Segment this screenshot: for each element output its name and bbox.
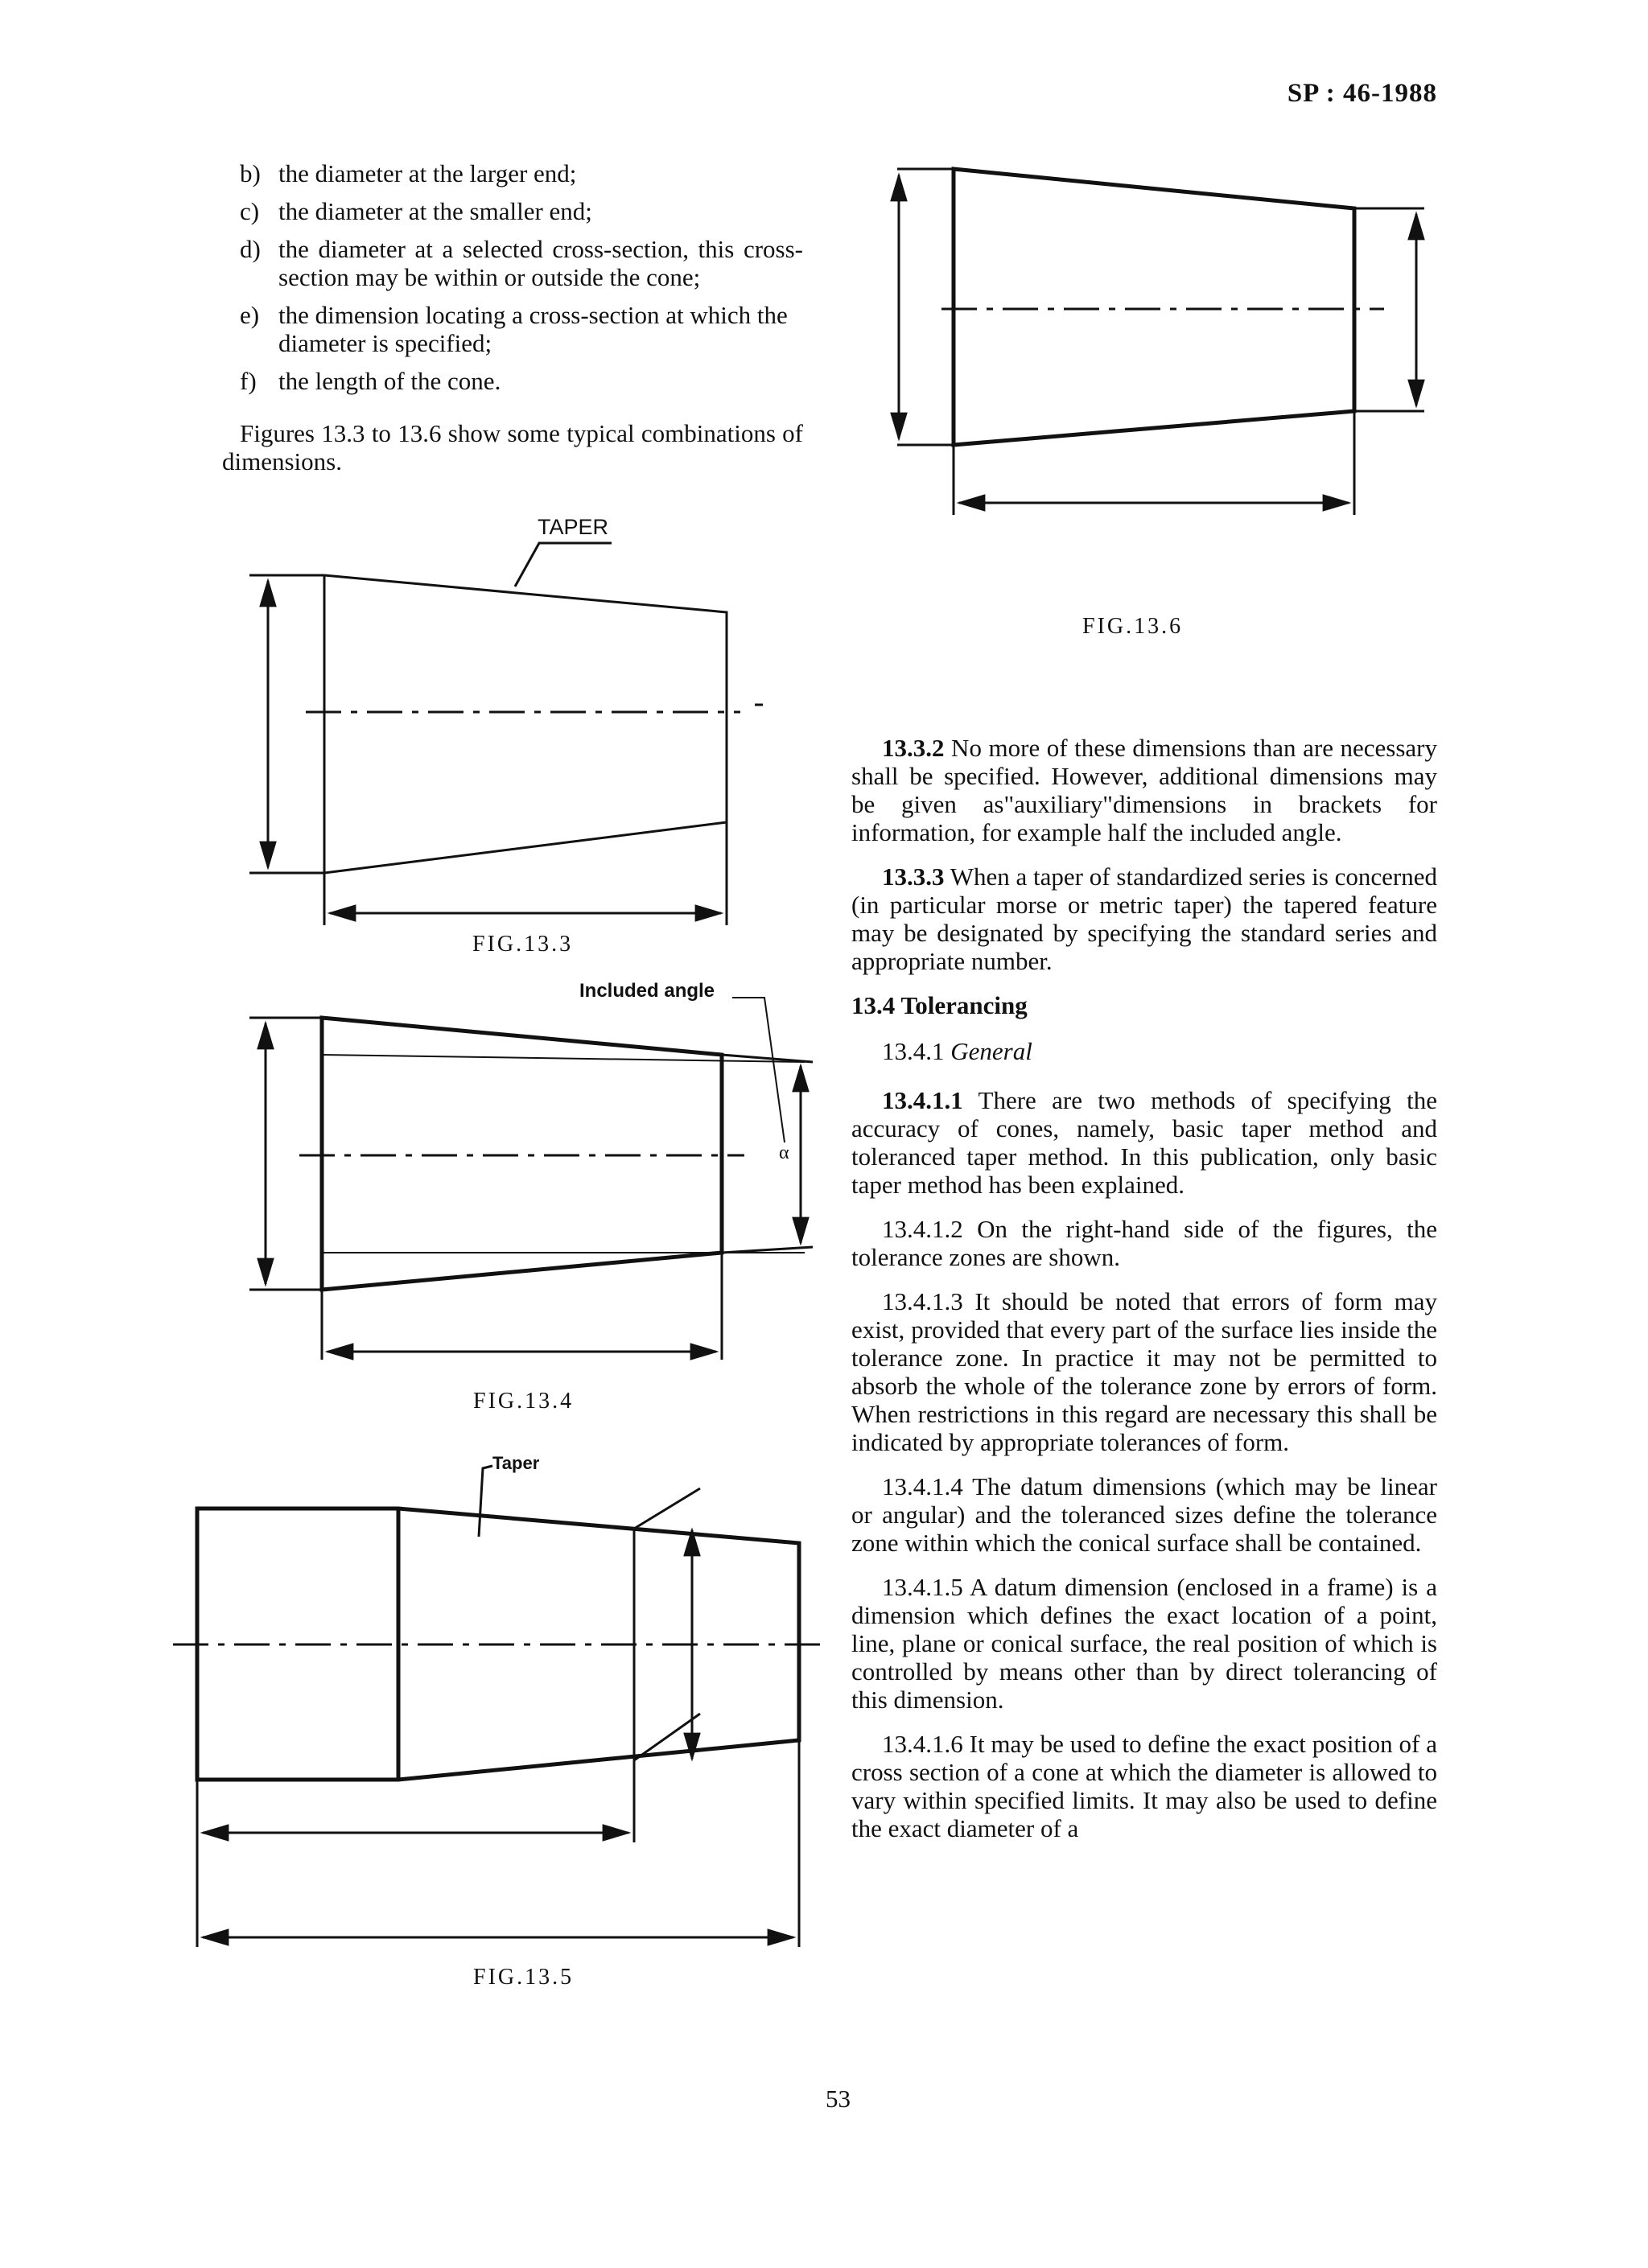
intro-paragraph: Figures 13.3 to 13.6 show some typical combinations of dimensions. xyxy=(222,419,803,475)
figure-13-6 xyxy=(897,169,1424,515)
list-text: the diameter at the smaller end; xyxy=(278,197,592,225)
taper-label: Taper xyxy=(492,1453,540,1473)
figure-caption: FIG.13.5 xyxy=(473,1965,575,1990)
clause-number: 13.3.3 xyxy=(882,862,945,891)
list-text: the dimension locating a cross-section at which the diameter is specified; xyxy=(278,301,788,357)
page-number: 53 xyxy=(826,2085,851,2113)
paragraph-13-4-1-2: 13.4.1.2 On the right-hand side of the figures, the tolerance zones are shown. xyxy=(851,1215,1437,1271)
subsection-title: General xyxy=(950,1037,1032,1065)
list-label: b) xyxy=(240,159,261,187)
paragraph-13-4-1-3: 13.4.1.3 It should be noted that errors of form may exist, provided that every part of the surface lies inside the tolerance zone. In practice it may not be permitted to absorb the whole of the tolerance zone by errors of form. When restrictions in this regard are necessary this shall be indicated by appropriate tolerances of form. xyxy=(851,1287,1437,1456)
figure-caption: FIG.13.4 xyxy=(473,1389,575,1414)
clause-number: 13.4.1 xyxy=(882,1037,945,1065)
document-code: SP : 46-1988 xyxy=(1287,79,1437,108)
paragraph-13-4-1-1 xyxy=(851,1086,1437,1199)
list-label: f) xyxy=(240,367,257,395)
list-text: the diameter at the larger end; xyxy=(278,159,577,187)
taper-label: TAPER xyxy=(538,515,609,539)
paragraph-13-3-3 xyxy=(851,862,1437,975)
section-heading: 13.4 Tolerancing xyxy=(851,991,1028,1019)
paragraph-13-4-1-6: 13.4.1.6 It may be used to define the exact position of a cross section of a cone at which the diameter is allowed to vary within specified limits. It may also be used to define the exact diameter of a xyxy=(851,1730,1437,1842)
figure-13-5 xyxy=(173,1466,825,1947)
clause-number: 13.4.1.1 xyxy=(882,1086,963,1114)
list-text: the diameter at a selected cross-section, this cross-section may be within or outside the cone; xyxy=(278,235,803,291)
paragraph-13-4-1-4: 13.4.1.4 The datum dimensions (which may be linear or angular) and the toleranced sizes define the tolerance zone within which the conical surface shall be contained. xyxy=(851,1472,1437,1557)
subsection-heading xyxy=(851,1037,1437,1065)
paragraph-13-4-1-5: 13.4.1.5 A datum dimension (enclosed in a frame) is a dimension which defines the exact location of a point, line, plane or conical surface, the real position of which is controlled by means other than by direct tolerancing of this dimension. xyxy=(851,1573,1437,1714)
figure-13-3 xyxy=(249,543,763,925)
clause-text: There are two methods of specifying the accuracy of cones, namely, basic taper method and toleranced taper method. In this publication, only basic taper method has been explained. xyxy=(851,1086,1437,1199)
alpha-symbol: α xyxy=(779,1142,789,1163)
clause-number: 13.3.2 xyxy=(882,734,945,762)
paragraph-13-3-2 xyxy=(851,734,1437,846)
figure-caption: FIG.13.6 xyxy=(1082,614,1184,639)
clause-text: No more of these dimensions than are necessary shall be specified. However, additional dimensions may be given as"auxiliary"dimensions in brackets for information, for example half the included angle. xyxy=(851,734,1437,846)
figure-13-4 xyxy=(249,998,813,1360)
right-column xyxy=(851,734,1437,1858)
list-label: c) xyxy=(240,197,260,225)
list-label: d) xyxy=(240,235,261,263)
figure-caption: FIG.13.3 xyxy=(472,932,574,957)
included-angle-label: Included angle xyxy=(579,980,715,1002)
clause-text: When a taper of standardized series is concerned (in particular morse or metric taper) the tapered feature may be designated by specifying the standard series and appropriate number. xyxy=(851,862,1437,975)
list-label: e) xyxy=(240,301,260,329)
list-text: the length of the cone. xyxy=(278,367,501,395)
